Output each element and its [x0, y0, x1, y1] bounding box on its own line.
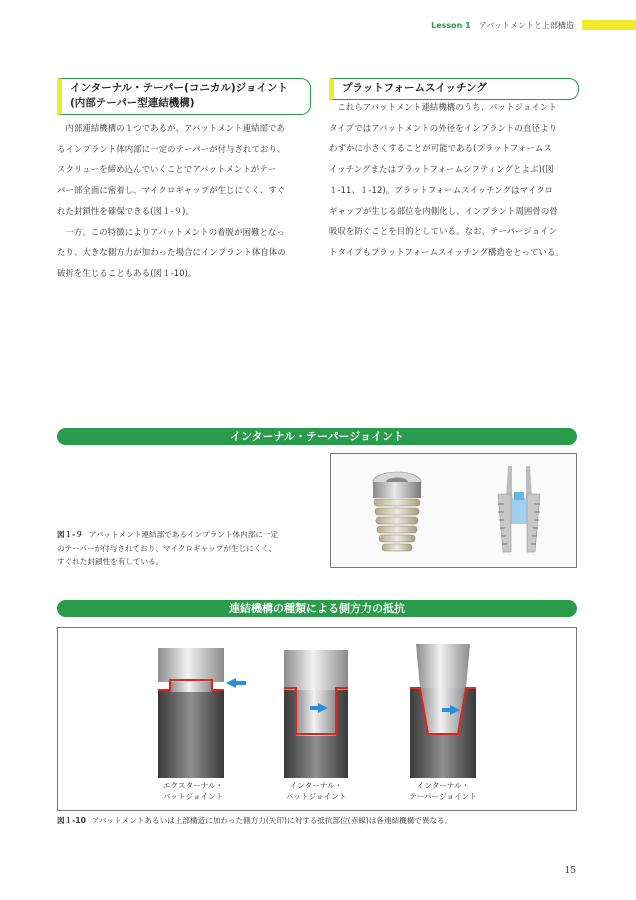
fig10-diagram	[57, 627, 577, 811]
label-line: インターナル・	[289, 781, 343, 790]
body-line: 吸収を防ぐことを目的としている。なお、テーパージョイン	[329, 226, 558, 237]
label-line: バットジョイント	[285, 792, 347, 801]
lesson-number: Lesson 1	[431, 20, 471, 30]
fig9-photo	[330, 453, 577, 568]
body-line: イッチングまたはプラットフォームシフティングとよぶ)(図	[329, 164, 554, 175]
body-line: タイプではアバットメントの外径をインプラントの直径より	[329, 122, 557, 133]
left-section-title	[57, 78, 311, 115]
left-section-body	[57, 118, 309, 284]
body-line: れた封鎖性を確保できる(図１-９)。	[57, 205, 194, 216]
implant-cross-section	[498, 466, 540, 552]
body-line: １-11、１-12)。プラットフォームスイッチングはマイクロ	[329, 184, 554, 195]
fig9-caption-line: のテーパーが付与されており、マイクロギャップが生じにくく、	[57, 543, 277, 553]
label-line: インターナル・	[416, 781, 470, 790]
external-butt-joint	[158, 648, 246, 778]
label-internal-butt	[271, 780, 361, 802]
body-line: たり、大きな側方力が加わった場合にインプラント体自体の	[57, 247, 286, 258]
left-title-line1: インターナル・テーパー(コニカル)ジョイント	[70, 82, 288, 94]
internal-taper-joint	[410, 644, 476, 778]
arrow-icon	[226, 678, 246, 688]
body-line: るインプラント体内部に一定のテーパーが付与されており、	[57, 143, 286, 154]
implant-photo	[373, 472, 421, 551]
right-section-body	[329, 97, 579, 263]
body-line: わずかに小さくすることが可能である(プラットフォームス	[329, 143, 552, 154]
fig10-caption-text: アバットメントあるいは上部構造に加わった側方力(矢印)に対する抵抗部位(赤線)は各連結機構で異なる。	[91, 816, 453, 825]
left-title-line2: (内部テーパー型連結機構)	[70, 97, 195, 109]
label-internal-taper	[393, 780, 493, 802]
right-title-text: プラットフォームスイッチング	[342, 82, 487, 94]
banner-internal-taper: インターナル・テーパージョイント	[57, 428, 577, 445]
banner-lateral-force: 連結機構の種類による側方力の抵抗	[57, 600, 577, 617]
label-line: テーパージョイント	[409, 792, 477, 801]
internal-butt-joint	[284, 650, 348, 778]
body-line: これらアバットメント連結機構のうち、バットジョイント	[337, 102, 557, 112]
fig9-caption-line: すぐれた封鎖性を有している。	[57, 557, 164, 566]
fig9-caption-line: アバットメント連結部であるインプラント体内部に一定	[88, 530, 279, 539]
body-line: 内部連結機構の１つであるが、アバットメント連結部であ	[65, 123, 285, 133]
body-line: 破折を生じることもある(図１-10)。	[57, 267, 197, 278]
body-line: 一方、この特徴によりアバットメントの着脱が困難となっ	[65, 226, 285, 237]
body-line: パー部全面に密着し、マイクロギャップが生じにくく、すぐ	[57, 185, 286, 196]
label-line: エクスターナル・	[162, 781, 224, 790]
lesson-title: アバットメントと上部構造	[478, 20, 574, 30]
fig10-caption	[57, 814, 577, 828]
fig10-label: 図１-10	[57, 816, 86, 825]
body-line: トタイプもプラットフォームスイッチング構造をとっている。	[329, 246, 564, 257]
page-header	[431, 18, 636, 32]
page-number: 15	[564, 866, 576, 876]
fig9-caption	[57, 528, 319, 569]
label-external-butt	[148, 780, 238, 802]
fig9-label: 図１-９	[57, 530, 83, 539]
body-line: スクリューを締め込んでいくことでアバットメントがテー	[57, 164, 277, 175]
implant-illustration	[331, 454, 576, 567]
body-line: ギャップが生じる部位を内側化し、インプラント周囲骨の骨	[329, 205, 558, 216]
header-accent-bar	[582, 20, 636, 30]
label-line: バットジョイント	[162, 792, 224, 801]
